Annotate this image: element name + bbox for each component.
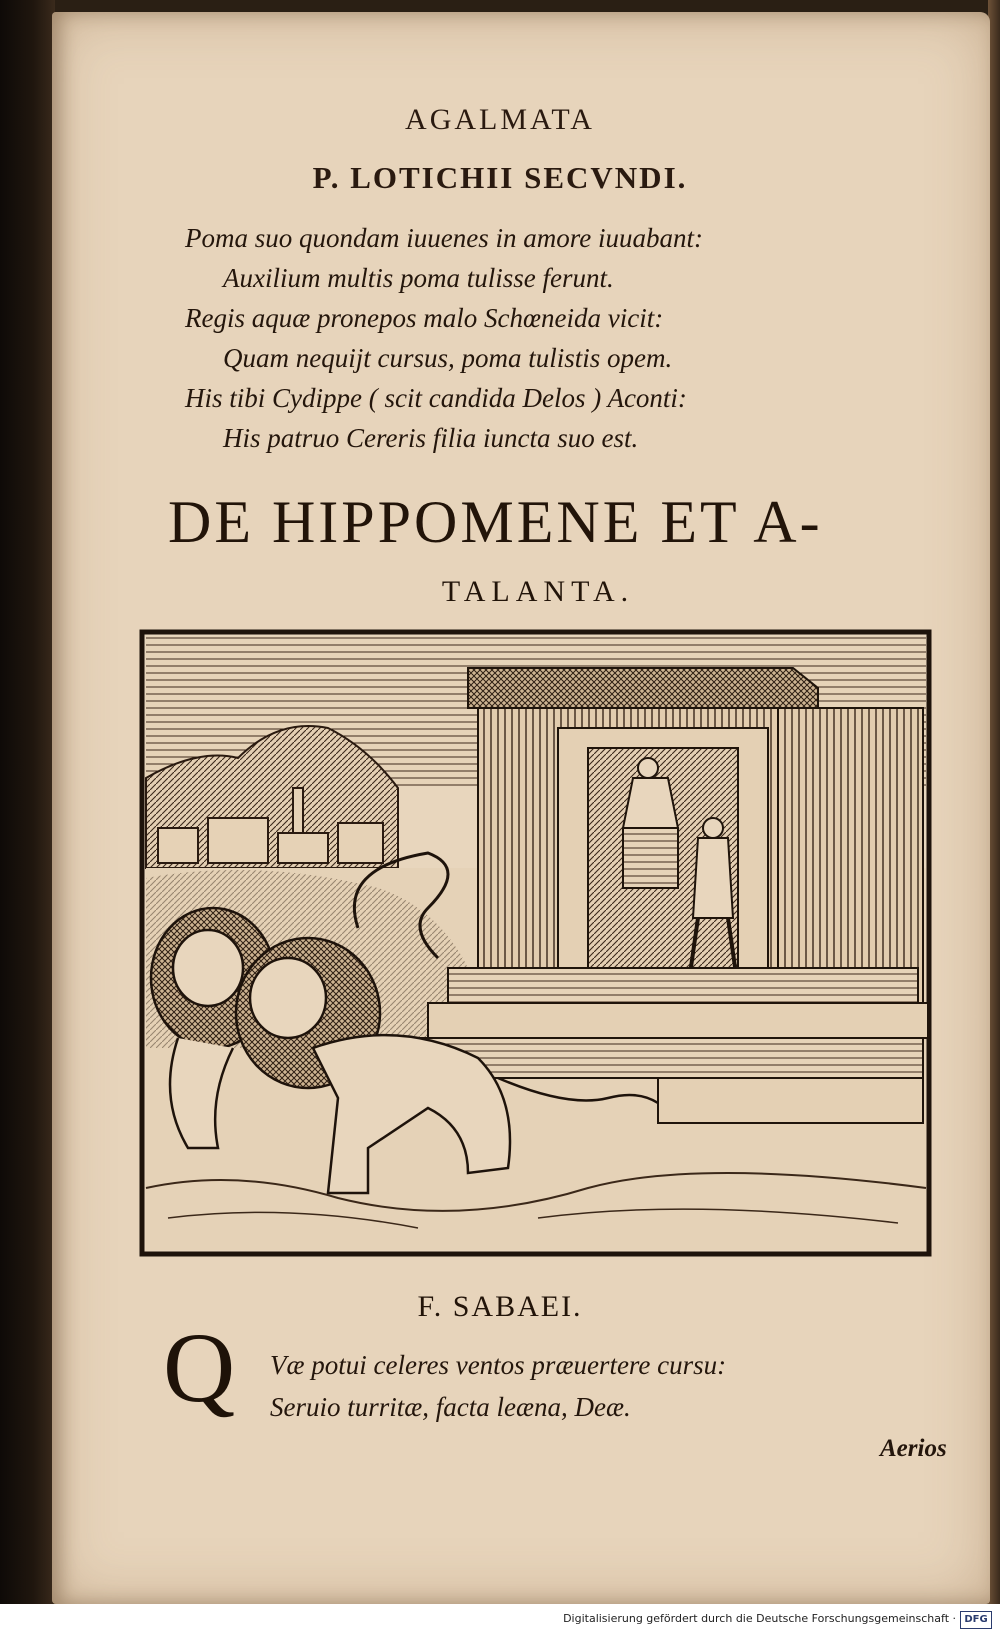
emblem-title: DE HIPPOMENE ET A- xyxy=(168,489,823,555)
drop-cap-initial: Q xyxy=(163,1312,236,1423)
dfg-logo: DFG xyxy=(960,1611,992,1629)
catchword: Aerios xyxy=(880,1435,947,1462)
digitization-footer xyxy=(0,1604,1000,1636)
epigram-line: Væ potui celeres ventos præuertere cursu: xyxy=(270,1350,727,1380)
emblem-title-continuation: TALANTA. xyxy=(441,575,635,608)
temple xyxy=(408,668,928,1123)
epigram-block xyxy=(270,1344,910,1428)
verse-line: Regis aquæ pronepos malo Schœneida vicit: xyxy=(185,303,664,333)
verse-line: Auxilium multis poma tulisse ferunt. xyxy=(223,263,614,293)
header-agalmata: AGALMATA xyxy=(405,103,595,136)
verse-line: His patruo Cereris filia iuncta suo est. xyxy=(223,423,639,453)
verse-line: Quam nequijt cursus, poma tulistis opem. xyxy=(223,343,673,373)
epigram-line: Seruio turritæ, facta leæna, Deæ. xyxy=(270,1392,631,1422)
author-attribution: F. SABAEI. xyxy=(417,1290,583,1323)
footer-credit: Digitalisierung gefördert durch die Deutsche Forschungsgemeinschaft · xyxy=(563,1612,956,1625)
verse-block xyxy=(185,218,885,458)
verse-line: Poma suo quondam iuuenes in amore iuuabant: xyxy=(185,223,703,253)
header-author: P. LOTICHII SECVNDI. xyxy=(312,160,688,195)
book-spine xyxy=(0,0,55,1604)
woodcut-illustration xyxy=(138,628,933,1258)
verse-line: His tibi Cydippe ( scit candida Delos ) Aconti: xyxy=(185,383,687,413)
